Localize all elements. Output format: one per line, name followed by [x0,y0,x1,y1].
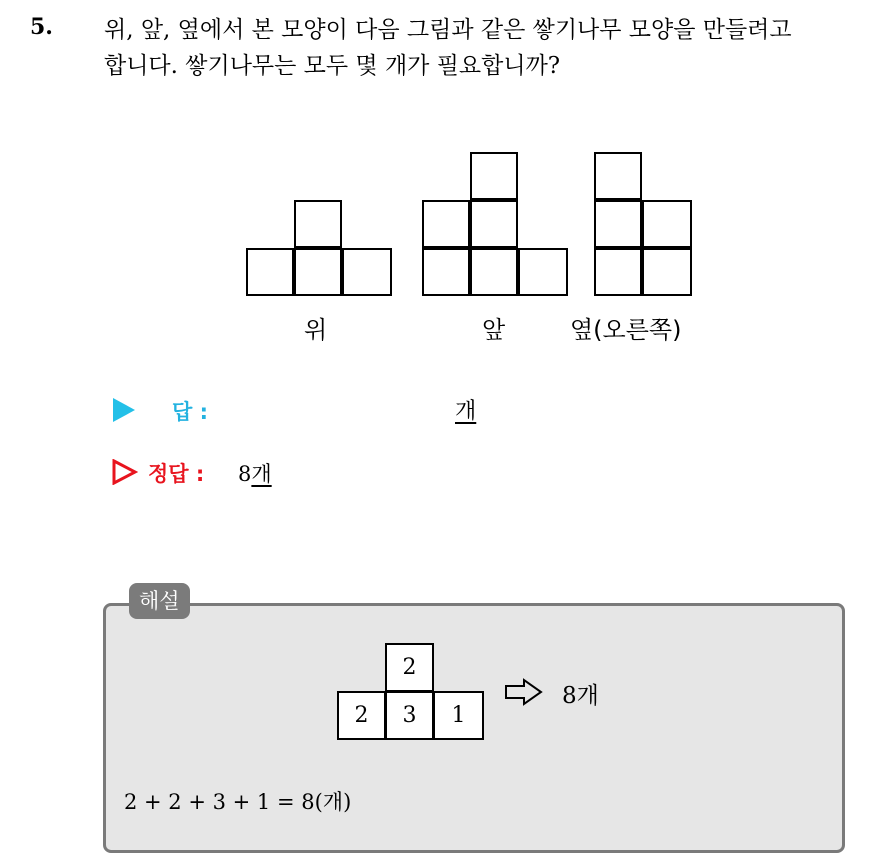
view-side-cell [594,152,642,200]
view-front-cell [518,248,568,296]
answer-triangle-icon [113,398,135,422]
question-text [104,12,874,84]
view-side-cell [594,248,642,296]
view-top-cell [342,248,392,296]
explanation-grid-cell: 2 [385,643,434,692]
explanation-formula: 2 + 2 + 3 + 1 = 8(개) [124,790,352,814]
answer-unit[interactable]: 개 [455,399,477,424]
explanation-grid-cell: 3 [385,691,434,740]
question-number: 5. [30,14,53,40]
correct-number: 8 [238,462,252,486]
view-top-cell [294,200,342,248]
view-front-label: 앞 [482,316,506,344]
correct-unit: 개 [251,462,272,486]
view-side-cell [642,248,692,296]
view-side-cell [642,200,692,248]
view-front-cell [470,248,518,296]
correct-value [238,458,272,488]
question-line-2: 합니다. 쌓기나무는 모두 몇 개가 필요합니까? [104,53,561,79]
question-line-1: 위, 앞, 옆에서 본 모양이 다음 그림과 같은 쌓기나무 모양을 만들려고 [104,17,792,43]
view-top-label: 위 [304,316,328,344]
explanation-result: 8개 [562,683,599,709]
explanation-grid-cell: 1 [433,691,484,740]
view-side-cell [594,200,642,248]
view-top-cell [246,248,294,296]
view-front-cell [422,200,470,248]
view-front-cell [470,152,518,200]
correct-triangle-icon [112,459,138,485]
right-arrow-icon [504,678,544,706]
correct-label: 정답 : [148,462,205,486]
view-side-label: 옆(오른쪽) [570,316,682,344]
explanation-tab: 해설 [129,583,190,619]
view-front-cell [470,200,518,248]
view-front-cell [422,248,470,296]
answer-label: 답 : [172,400,208,424]
explanation-grid-cell: 2 [337,691,386,740]
view-top-cell [294,248,342,296]
